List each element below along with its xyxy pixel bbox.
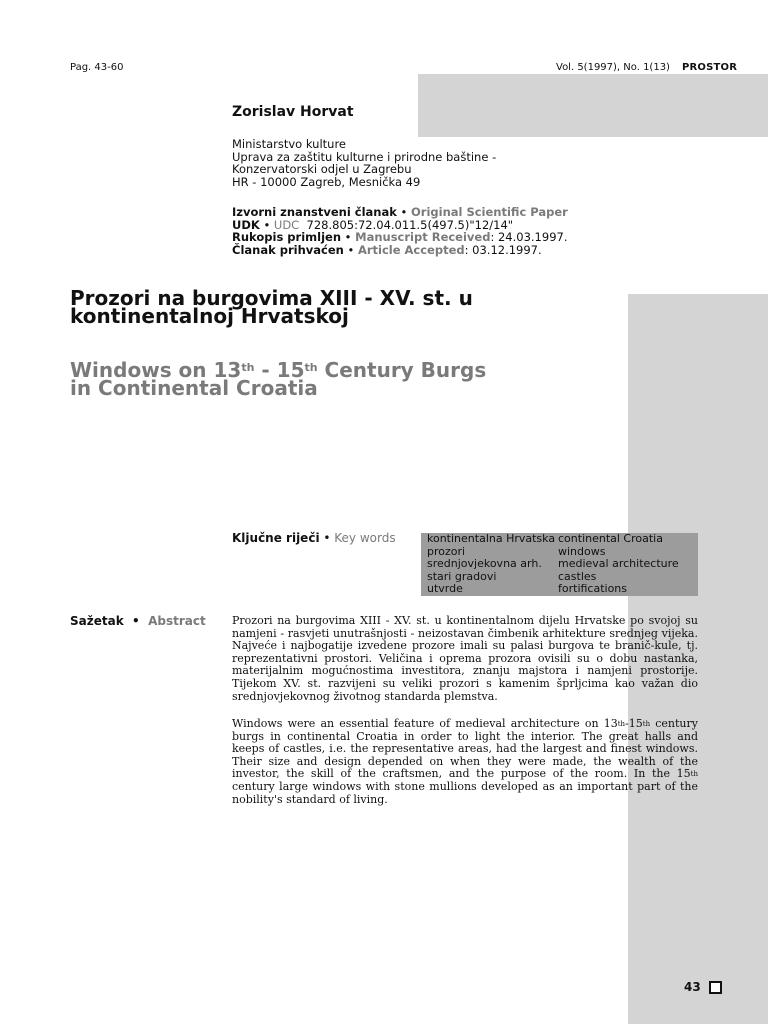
volume-info: Vol. 5(1997), No. 1(13) — [556, 62, 670, 73]
title-english — [70, 358, 540, 400]
affiliation — [232, 138, 496, 188]
affiliation-line: Ministarstvo kulture — [232, 137, 347, 151]
title-line: kontinentalnoj Hrvatskoj — [70, 304, 349, 328]
keyword: medieval architecture — [558, 557, 679, 571]
page-number: 43 — [684, 980, 701, 994]
title-croatian — [70, 286, 530, 328]
keywords-label: Ključne riječi • Key words — [232, 531, 396, 545]
keyword: stari gradovi — [427, 569, 497, 583]
page-range: Pag. 43-60 — [70, 62, 124, 73]
journal-name: PROSTOR — [682, 62, 738, 73]
keyword: srednjovjekovna arh. — [427, 557, 542, 571]
keywords-croatian — [427, 533, 555, 596]
accepted-date: Članak prihvaćen • Article Accepted: 03.12.1997. — [232, 242, 542, 257]
keyword: prozori — [427, 544, 466, 558]
article-type: Izvorni znanstveni članak • Original Scientific Paper — [232, 205, 568, 219]
abstract-english: Windows were an essential feature of medieval architecture on 13th-15th century burgs in continental Croatia in order to light the interior. The great halls and keeps of castles, i.e. the representative areas, had the largest and finest windows. Their size and design depended on when they were made, the wealth of the investor, the skill of the craftsmen, and the purpose of the room. In the 15th century large windows with stone mullions developed as an important part of the nobility's standard of living. — [232, 717, 698, 806]
title-line: Windows on 13th - 15th Century Burgs — [70, 358, 487, 382]
title-line: in Continental Croatia — [70, 376, 318, 400]
keyword: utvrde — [427, 582, 463, 596]
keyword: kontinentalna Hrvatska — [427, 532, 556, 545]
affiliation-line: Konzervatorski odjel u Zagrebu — [232, 162, 412, 177]
abstract-label: Sažetak • Abstract — [70, 614, 206, 628]
keyword: castles — [558, 569, 597, 583]
received-date: Rukopis primljen • Manuscript Received: 24.03.1997. — [232, 230, 568, 245]
keywords-table — [421, 533, 698, 596]
abstract-croatian: Prozori na burgovima XIII - XV. st. u kontinentalnom dijelu Hrvatske po svojoj su namjeni - rasvjeti unutrašnjosti - neizostavan čimbenik arhitekture srednjeg vijeka. Najveće i najbogatije izvedene prozore imali su palasi burgova te branič-kule, tj. reprezentativni prostori. Veličina i oprema prozora ovisili su o dobu nastanka, materijalnim mogućnostima investitora, znanju majstora i namjeni prostorije. Tijekom XV. st. razvijeni su veliki prozori s kamenim šprljcima kao važan dio srednjovjekovnog životnog standarda plemstva. — [232, 614, 698, 703]
keyword: continental Croatia — [558, 532, 663, 545]
udc-code: UDK • UDC 728.805:72.04.011.5(497.5)"12/14" — [232, 217, 514, 232]
affiliation-line: HR - 10000 Zagreb, Mesnička 49 — [232, 174, 421, 189]
affiliation-line: Uprava za zaštitu kulturne i prirodne baštine - — [232, 149, 497, 164]
author-name: Zorislav Horvat — [232, 104, 354, 120]
keywords-english — [558, 533, 679, 596]
article-metadata — [232, 206, 568, 256]
keyword: windows — [558, 544, 606, 558]
grey-header-band — [418, 74, 768, 137]
title-line: Prozori na burgovima XIII - XV. st. u — [70, 286, 473, 310]
keyword: fortifications — [558, 582, 628, 596]
square-icon — [709, 981, 722, 994]
